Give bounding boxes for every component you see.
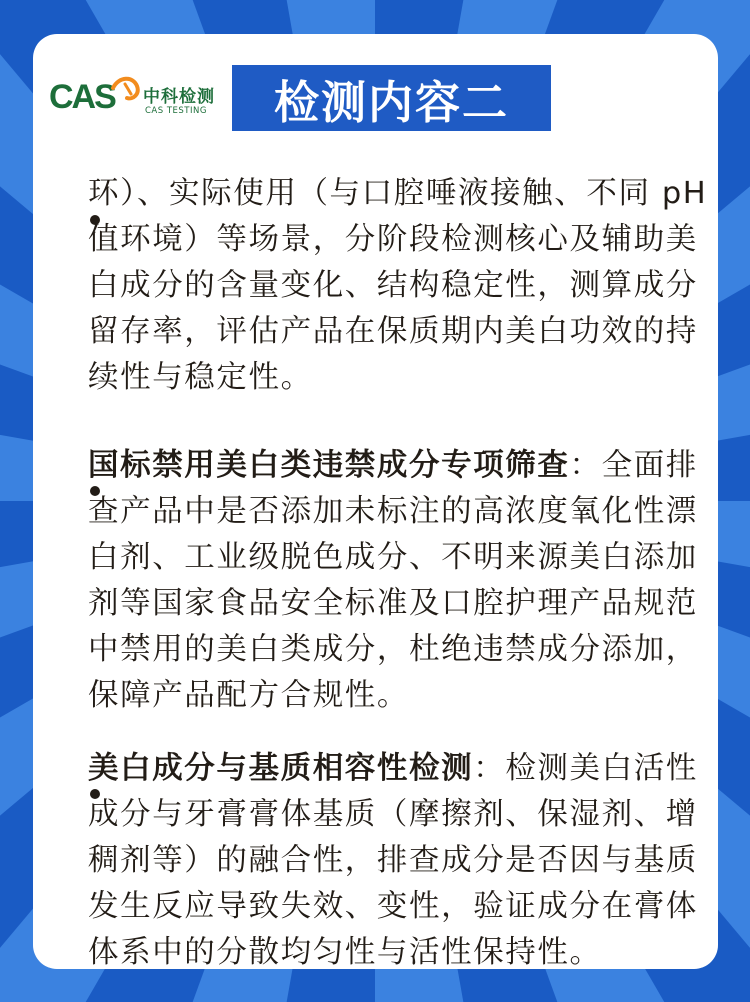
item-body: 环）、实际使用（与口腔唾液接触、不同 pH 值环境）等场景，分阶段检测核心及辅助美白成分的含量变化、结构稳定性，测算成分留存率，评估产品在保质期内美白功效的持续性与稳定性。 xyxy=(88,176,708,395)
company-logo xyxy=(47,68,217,128)
page-title: 检测内容二 xyxy=(232,65,551,131)
item-separator: ： xyxy=(569,448,602,483)
content-item xyxy=(88,171,708,401)
item-body: 全面排查产品中是否添加未标注的高浓度氧化性漂白剂、工业级脱色成分、不明来源美白添加剂等国家食品安全标准及口腔护理产品规范中禁用的美白类成分，杜绝违禁成分添加，保障产品配方合规性。 xyxy=(88,448,698,713)
cas-logo-mark-icon xyxy=(47,68,147,128)
item-heading: 国标禁用美白类违禁成分专项筛查 xyxy=(88,448,570,483)
logo-mark-text: CAS xyxy=(49,78,115,116)
item-heading: 美白成分与基质相容性检测 xyxy=(88,751,474,786)
item-separator: ： xyxy=(473,751,506,786)
content-item xyxy=(88,746,708,969)
item-body: 检测美白活性成分与牙膏膏体基质（摩擦剂、保湿剂、增稠剂等）的融合性，排查成分是否因与基质发生反应导致失效、变性，验证成分在膏体体系中的分散均匀性与活性保持性。 xyxy=(88,751,698,969)
content-item xyxy=(88,443,708,719)
logo-company-cn: 中科检测 xyxy=(143,87,215,107)
logo-company-en: CAS TESTING xyxy=(145,106,207,116)
content-card xyxy=(33,34,718,969)
